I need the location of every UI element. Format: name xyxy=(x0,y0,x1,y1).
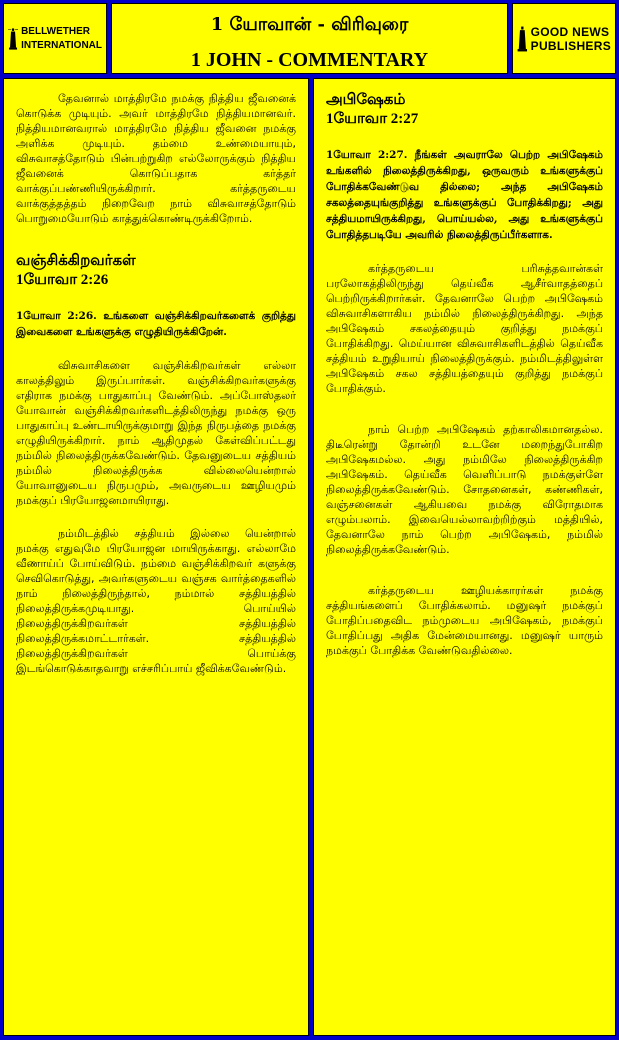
section-ref-2-26: 1யோவா 2:26 xyxy=(16,272,109,288)
paragraph: விசுவாசிகளை வஞ்சிக்கிறவர்கள் எல்லா காலத்திலும் இருப்பார்கள். வஞ்சிக்கிறவர்களுக்கு எதிராக நமக்கு பாதுகாப்பு வேண்டும். அப்போஸ்தலர் யோவான் வஞ்சிக்கிறவர்களிடத்திலிருந்து நமக்கு ஒரு பாதுகாப்பு உண்டாயிருக்குமாறு இந்த நிருபத்தை நமக்கு எழுதியிருக்கிறார். நாம் ஆதிமுதல் கேள்விப்பட்டது நம்மில் நிலைத்திருக்கவேண்டும். தேவனுடைய சத்தியம் நம்மில் நிலைத்திருக்க வில்லையென்றால் யோவானுடைய நிருபமும், அவருடைய ஊழியமும் நமக்குப் பிரயோஜனமாயிராது. xyxy=(16,359,296,507)
bible-verse-2-26: 1யோவா 2:26. உங்களை வஞ்சிக்கிறவர்களைக் குறித்து இவைகளை உங்களுக்கு எழுதியிருக்கிறேன். xyxy=(16,310,296,338)
left-logo-line1: BELLWETHER xyxy=(21,25,90,37)
right-logo-line1: GOOD NEWS xyxy=(530,24,610,39)
section-heading-anointing: அபிஷேகம் xyxy=(326,92,406,108)
paragraph: நாம் பெற்ற அபிஷேகம் தற்காலிகமானதல்ல. திடீரென்று தோன்றி உடனே மறைந்துபோகிற அபிஷேகமல்ல. அது நம்மிலே நிலைத்திருக்கிற அபிஷேகம். தெய்வீக வெளிப்பாடு நமக்குள்ளே நிலைத்திருக்கவேண்டும். சோதனைகள், கண்ணிகள், வஞ்சனைகள் ஆகியவை நமக்கு விரோதமாக எழும்பலாம். இவையெல்லாவற்றிற்கும் மத்தியில், தேவனாலே நாம் பெற்ற அபிஷேகம், நம்மில் நிலைத்திருக்கவேண்டும். xyxy=(326,423,603,556)
paragraph: கர்த்தருடைய ஊழியக்காரர்கள் நமக்கு சத்தியங்களைப் போதிக்கலாம். மனுஷர் நமக்குப் போதிப்பதைவிட நம்முடைய அபிஷேகம், நமக்குப் போதிப்பது அதிக மேன்மையானது. மனுஷர் யாரும் நமக்குப் போதிக்க வேண்டுவதில்லை. xyxy=(326,584,603,657)
bellwether-logo xyxy=(3,3,107,74)
right-column xyxy=(313,78,616,1036)
section-heading-deceivers: வஞ்சிக்கிறவர்கள் xyxy=(16,253,136,269)
bible-verse-2-27: 1யோவா 2:27. நீங்கள் அவராலே பெற்ற அபிஷேகம் உங்களில் நிலைத்திருக்கிறது, ஒருவரும் உங்களுக்குப் போதிக்கவேண்டுவ தில்லை; அந்த அபிஷேகம் சகலத்தையுங்குறித்து உங்களுக்குப் போதிக்கிறது; அது சத்தியமாயிருக்கிறது, பொய்யல்ல, அது உங்களுக்குப் போதித்தபடியே அவரில் நிலைத்திருப்பீர்களாக. xyxy=(326,149,603,241)
left-logo-line2: INTERNATIONAL xyxy=(21,39,102,51)
paragraph: நம்மிடத்தில் சத்தியம் இல்லை யென்றால் நமக்கு எதுவுமே பிரயோஜன மாயிருக்காது. எல்லாமே வீணாய்ப் போய்விடும். நம்மை வஞ்சிக்கிறவர் களுக்கு செவிகொடுத்து, அவர்களுடைய வஞ்சக வார்த்தைகளில் நாம் நிலைத்திருந்தால், நம்மால் சத்தியத்தில் நிலைத்திருக்கமுடியாது. பொய்யில் நிலைத்திருக்கிறவர்கள் சத்தியத்தில் நிலைத்திருக்கமாட்டார்கள். சத்தியத்தில் நிலைத்திருக்கிறவர்கள் பொய்க்கு இடங்கொடுக்காதவாறு எச்சரிப்பாய் ஜீவிக்கவேண்டும். xyxy=(16,527,296,675)
section-ref-2-27: 1யோவா 2:27 xyxy=(326,111,419,127)
right-logo-line2: PUBLISHERS xyxy=(530,38,611,53)
intro-paragraph: தேவனால் மாத்திரமே நமக்கு நித்திய ஜீவனைக் கொடுக்க முடியும். அவர் மாத்திரமே நித்தியமானவர். நித்தியமானவரால் மாத்திரமே நித்திய ஜீவனை நமக்கு அளிக்க முடியும். தம்மை உண்மையாயும், விசுவாசத்தோடும் பின்பற்றுகிற எல்லோருக்கும் நித்திய ஜீவனைக் கொடுப்பதாக கர்த்தர் வாக்குப்பண்ணியிருக்கிறார். கர்த்தருடைய வாக்குத்தத்தம் நிறைவேற நாம் விசுவாசத்தோடும் பொறுமையோடும் காத்துக்கொண்டிருக்கிறோம். xyxy=(16,92,296,225)
title-english: 1 JOHN - COMMENTARY xyxy=(190,49,429,71)
title-tamil: 1 யோவான் - விரிவுரை xyxy=(210,14,409,35)
title-banner xyxy=(111,3,508,74)
good-news-logo xyxy=(512,3,616,74)
lighthouse-icon xyxy=(8,16,18,62)
paragraph: கர்த்தருடைய பரிசுத்தவான்கள் பரலோகத்திலிருந்து தெய்வீக ஆசீர்வாதத்தைப் பெற்றிருக்கிறார்கள். தேவனாலே பெற்ற அபிஷேகம் விசுவாசிகளாகிய நம்மில் நிலைத்திருக்கிறது. அந்த அபிஷேகம் சகலத்தையும் குறித்து நமக்குப் போதிக்கிறது. மெய்யான விசுவாசிகளிடத்தில் தெய்வீக சத்தியம் உறுதியாய் நிலைத்திருக்கும். நம்மிடத்திலுள்ள அபிஷேகம் சகல சத்தியத்தையும் குறித்து நமக்குப் போதிக்கும். xyxy=(326,262,603,395)
lighthouse-icon xyxy=(517,16,528,62)
left-column xyxy=(3,78,309,1036)
